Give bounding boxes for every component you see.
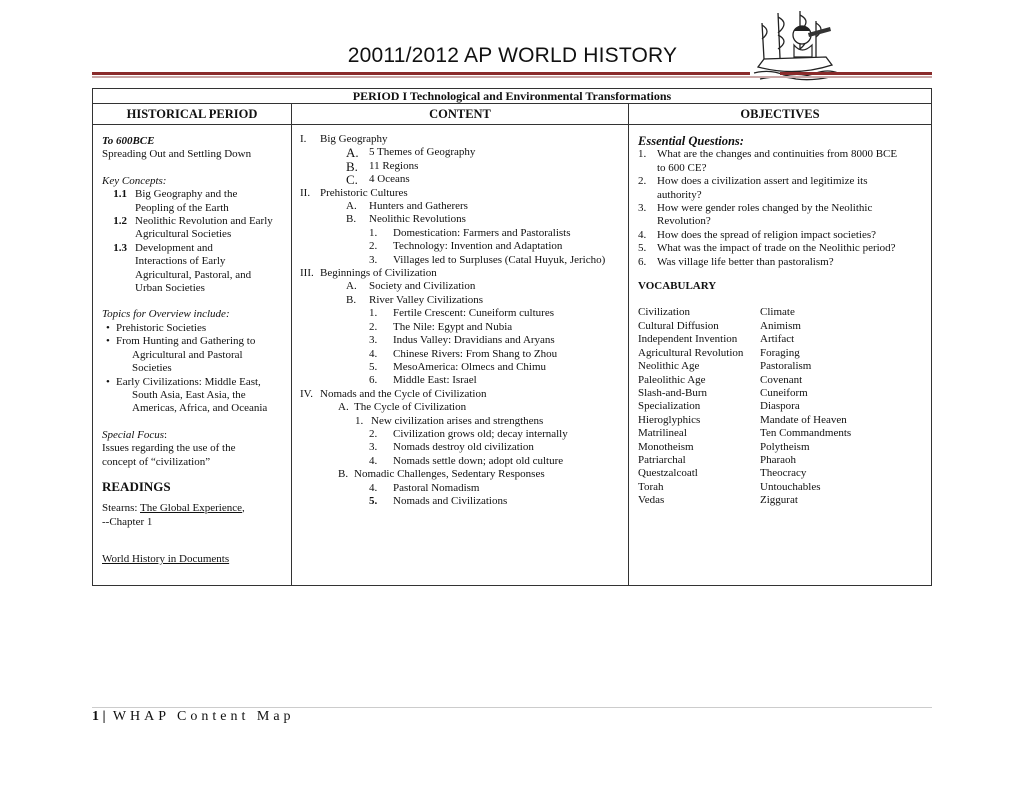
outline-item [300, 200, 620, 213]
bullet-icon: • [106, 321, 110, 334]
vocab-term: Ten Commandments [760, 427, 852, 440]
outline-marker: IV. [300, 387, 313, 400]
content-cell [292, 125, 629, 586]
vocab-term: Agricultural Revolution [638, 346, 744, 359]
vocab-term: Covenant [760, 373, 803, 386]
outline-item [300, 482, 620, 495]
topics-label: Topics for Overview include: [102, 308, 230, 321]
key-concept-number: 1.3 [113, 241, 127, 254]
outline-text: Technology: Invention and Adaptation [393, 240, 563, 253]
vocab-term: Cuneiform [760, 386, 808, 399]
outline-text: Nomads settle down; adopt old culture [393, 454, 564, 467]
topic-line: Prehistoric Societies [116, 321, 207, 334]
outline-item [300, 254, 620, 267]
outline-marker: A. [346, 145, 359, 161]
topic-line: Early Civilizations: Middle East, [116, 375, 261, 388]
vocab-term: Pastoralism [760, 360, 812, 373]
outline-item [300, 133, 620, 146]
question-line: to 600 CE? [657, 161, 707, 174]
reading-title-link[interactable]: The Global Experience [140, 502, 243, 515]
topic-line: South Asia, East Asia, the [132, 388, 246, 401]
question-text [657, 175, 923, 202]
special-focus-label: Special Focus [102, 428, 165, 441]
outline-marker: 4. [369, 454, 378, 467]
key-concept-item [102, 215, 283, 242]
outline-marker: A. [338, 401, 349, 414]
special-focus-line: concept of “civilization” [102, 455, 211, 468]
question-line: Revolution? [657, 215, 711, 228]
pirate-ship-logo [750, 5, 840, 81]
outline-item [300, 240, 620, 253]
vocab-term: Untouchables [760, 480, 821, 493]
outline-item [300, 441, 620, 454]
vocab-term: Specialization [638, 400, 701, 413]
outline-item [300, 280, 620, 293]
outline-text: Domestication: Farmers and Pastoralists [393, 226, 571, 239]
question-number: 4. [638, 228, 647, 241]
content-outline [292, 125, 628, 508]
outline-text: Nomadic Challenges, Sedentary Responses [354, 468, 545, 481]
vocab-term: Neolithic Age [638, 360, 700, 373]
topic-item [102, 335, 283, 375]
key-concept-number: 1.2 [113, 215, 127, 228]
topic-line: Societies [132, 362, 172, 375]
outline-item [300, 401, 620, 414]
period-subtitle: Spreading Out and Settling Down [102, 148, 252, 161]
key-concept-item [102, 188, 283, 215]
vocab-term: Polytheism [760, 440, 810, 453]
outline-marker: 2. [369, 320, 378, 333]
vocab-term: Paleolithic Age [638, 373, 706, 386]
question-line: Was village life better than pastoralism? [657, 255, 834, 268]
outline-item [300, 294, 620, 307]
outline-marker: B. [346, 293, 357, 306]
topic-line: Americas, Africa, and Oceania [132, 402, 268, 415]
vocab-term: Civilization [638, 306, 690, 319]
vocab-term: Artifact [760, 333, 795, 346]
vocab-term: Diaspora [760, 400, 800, 413]
outline-marker: III. [300, 267, 314, 280]
outline-marker: 4. [369, 481, 378, 494]
outline-marker: 1. [369, 307, 378, 320]
outline-item [300, 321, 620, 334]
period-date: To 600BCE [102, 135, 155, 147]
question-text [657, 229, 923, 242]
outline-text: Nomads and Civilizations [393, 494, 508, 507]
outline-text: Middle East: Israel [393, 374, 477, 387]
column-header-content: CONTENT [292, 104, 629, 125]
topic-item [102, 376, 283, 416]
topic-text [116, 335, 283, 375]
question-item [638, 256, 923, 269]
outline-item [300, 455, 620, 468]
outline-marker: B. [346, 158, 358, 174]
footer-rule [92, 707, 932, 708]
outline-marker: A. [346, 200, 357, 213]
column-header-objectives: OBJECTIVES [629, 104, 932, 125]
outline-text: Pastoral Nomadism [393, 481, 480, 494]
topic-text [116, 322, 283, 335]
readings-heading: READINGS [102, 478, 171, 494]
vocab-term: Hieroglyphics [638, 413, 701, 426]
essential-questions-list [638, 148, 923, 269]
question-text [657, 148, 923, 175]
key-concept-line: Agricultural, Pastoral, and [135, 268, 252, 281]
vocab-term: Cultural Diffusion [638, 319, 719, 332]
question-item [638, 202, 923, 229]
topic-line: Agricultural and Pastoral [132, 348, 243, 361]
outline-text: Beginnings of Civilization [320, 267, 437, 280]
outline-text: New civilization arises and strengthens [371, 414, 544, 427]
question-number: 3. [638, 202, 647, 215]
question-text [657, 256, 923, 269]
outline-item [300, 267, 620, 280]
column-header-historical-period: HISTORICAL PERIOD [93, 104, 292, 125]
outline-item [300, 348, 620, 361]
question-number: 5. [638, 242, 647, 255]
outline-text: Nomads and the Cycle of Civilization [320, 387, 487, 400]
outline-text: Neolithic Revolutions [369, 213, 466, 226]
key-concept-item [102, 242, 283, 296]
outline-item [300, 374, 620, 387]
key-concept-text [135, 215, 283, 242]
vocab-term: Pharaoh [760, 453, 797, 466]
key-concept-number: 1.1 [113, 188, 127, 201]
outline-marker: 6. [369, 374, 378, 387]
outline-text: MesoAmerica: Olmecs and Chimu [393, 360, 547, 373]
vocabulary-grid [638, 306, 923, 507]
vocab-term: Mandate of Heaven [760, 413, 847, 426]
vocab-term: Climate [760, 306, 795, 319]
question-line: How does the spread of religion impact societies? [657, 228, 877, 241]
outline-marker: 2. [369, 427, 378, 440]
key-concepts-label: Key Concepts: [102, 174, 167, 187]
special-focus: Special Focus: [102, 428, 168, 441]
outline-item [300, 388, 620, 401]
header-rule [92, 72, 750, 75]
key-concept-line: Peopling of the Earth [135, 201, 229, 214]
outline-marker: B. [346, 213, 357, 226]
question-item [638, 242, 923, 255]
question-number: 2. [638, 175, 647, 188]
topic-line: From Hunting and Gathering to [116, 335, 256, 348]
reading-chapter: --Chapter 1 [102, 515, 153, 528]
outline-marker: 5. [369, 494, 378, 507]
key-concept-line: Development and [135, 241, 213, 254]
outline-marker: C. [346, 172, 358, 188]
outline-marker: 5. [369, 360, 378, 373]
outline-text: Fertile Crescent: Cuneiform cultures [393, 307, 554, 320]
vocab-term: Foraging [760, 346, 800, 359]
outline-marker: 2. [369, 240, 378, 253]
key-concept-line: Neolithic Revolution and Early [135, 215, 273, 228]
outline-marker: 3. [369, 253, 378, 266]
question-text [657, 202, 923, 229]
outline-text: Hunters and Gatherers [369, 200, 468, 213]
outline-marker: 4. [369, 347, 378, 360]
outline-text: Nomads destroy old civilization [393, 441, 534, 454]
reading-world-history-link[interactable]: World History in Documents [102, 553, 230, 566]
question-item [638, 175, 923, 202]
vocab-term: Vedas [638, 494, 665, 507]
reading-stearns [102, 502, 283, 515]
header-rule-right [780, 72, 932, 75]
outline-item [300, 227, 620, 240]
outline-text: Villages led to Surpluses (Catal Huyuk, Jericho) [393, 253, 606, 266]
outline-marker: 1. [369, 226, 378, 239]
objectives-cell [629, 125, 932, 586]
page-number: 1 | [92, 709, 106, 724]
key-concepts-list [102, 188, 283, 295]
vocab-term: Animism [760, 319, 801, 332]
topic-text [116, 376, 283, 416]
question-number: 6. [638, 255, 647, 268]
essential-questions-label: Essential Questions: [638, 134, 744, 148]
outline-item [300, 428, 620, 441]
vocab-term: Independent Invention [638, 333, 738, 346]
reading-comma: , [242, 502, 245, 515]
vocab-term: Ziggurat [760, 494, 798, 507]
outline-text: Society and Civilization [369, 280, 476, 293]
bullet-icon: • [106, 335, 110, 348]
outline-marker: II. [300, 186, 311, 199]
page-title: 20011/2012 AP WORLD HISTORY [347, 44, 678, 67]
outline-text: River Valley Civilizations [369, 293, 484, 306]
outline-text: Civilization grows old; decay internally [393, 427, 568, 440]
key-concept-text [135, 242, 283, 296]
outline-text: Indus Valley: Dravidians and Aryans [393, 334, 555, 347]
vocab-term: Slash-and-Burn [638, 386, 708, 399]
bullet-icon: • [106, 375, 110, 388]
key-concept-line: Urban Societies [135, 282, 205, 295]
period-title: PERIOD I Technological and Environmental Transformations [93, 89, 932, 104]
outline-text: 5 Themes of Geography [369, 146, 476, 159]
outline-item [300, 495, 620, 508]
question-line: How were gender roles changed by the Neolithic [657, 202, 873, 215]
topics-list [102, 322, 283, 416]
outline-marker: I. [300, 133, 307, 145]
question-text [657, 242, 923, 255]
question-line: How does a civilization assert and legitimize its [657, 175, 868, 188]
outline-item [300, 361, 620, 374]
outline-item [300, 187, 620, 200]
outline-item [300, 146, 620, 159]
outline-text: Prehistoric Cultures [320, 186, 408, 199]
footer-label: WHAP Content Map [112, 709, 295, 724]
outline-marker: 3. [369, 441, 378, 454]
outline-item [300, 213, 620, 226]
topic-item [102, 322, 283, 335]
outline-text: 11 Regions [369, 159, 419, 172]
question-number: 1. [638, 148, 647, 161]
outline-marker: B. [338, 468, 349, 481]
outline-text: The Cycle of Civilization [354, 401, 467, 414]
key-concept-line: Big Geography and the [135, 188, 238, 201]
vocab-term: Monotheism [638, 440, 694, 453]
question-line: authority? [657, 188, 702, 201]
content-map-table [92, 88, 932, 586]
vocabulary-heading: VOCABULARY [638, 280, 717, 293]
key-concept-text [135, 188, 283, 215]
outline-text: Big Geography [320, 133, 388, 145]
vocab-term: Questzalcoatl [638, 467, 698, 480]
key-concept-line: Agricultural Societies [135, 228, 232, 241]
question-line: What are the changes and continuities from 8000 BCE [657, 148, 898, 161]
outline-item [300, 173, 620, 186]
outline-item [300, 415, 620, 428]
outline-item [300, 160, 620, 173]
key-concept-line: Interactions of Early [135, 255, 226, 268]
reading-author: Stearns: [102, 502, 140, 515]
vocab-term: Patriarchal [638, 453, 686, 466]
outline-item [300, 307, 620, 320]
outline-text: Chinese Rivers: From Shang to Zhou [393, 347, 558, 360]
question-item [638, 148, 923, 175]
question-item [638, 229, 923, 242]
outline-item [300, 334, 620, 347]
outline-marker: A. [346, 280, 357, 293]
historical-period-cell [93, 125, 292, 586]
header-rule-shadow [92, 76, 932, 78]
special-focus-line: Issues regarding the use of the [102, 442, 236, 455]
outline-marker: 1. [355, 414, 364, 427]
outline-text: The Nile: Egypt and Nubia [393, 320, 513, 333]
vocab-term: Torah [638, 480, 664, 493]
vocab-term: Theocracy [760, 467, 807, 480]
outline-item [300, 468, 620, 481]
vocab-term: Matrilineal [638, 427, 687, 440]
outline-text: 4 Oceans [369, 173, 410, 186]
question-line: What was the impact of trade on the Neolithic period? [657, 242, 896, 255]
outline-marker: 3. [369, 334, 378, 347]
footer [92, 709, 295, 725]
